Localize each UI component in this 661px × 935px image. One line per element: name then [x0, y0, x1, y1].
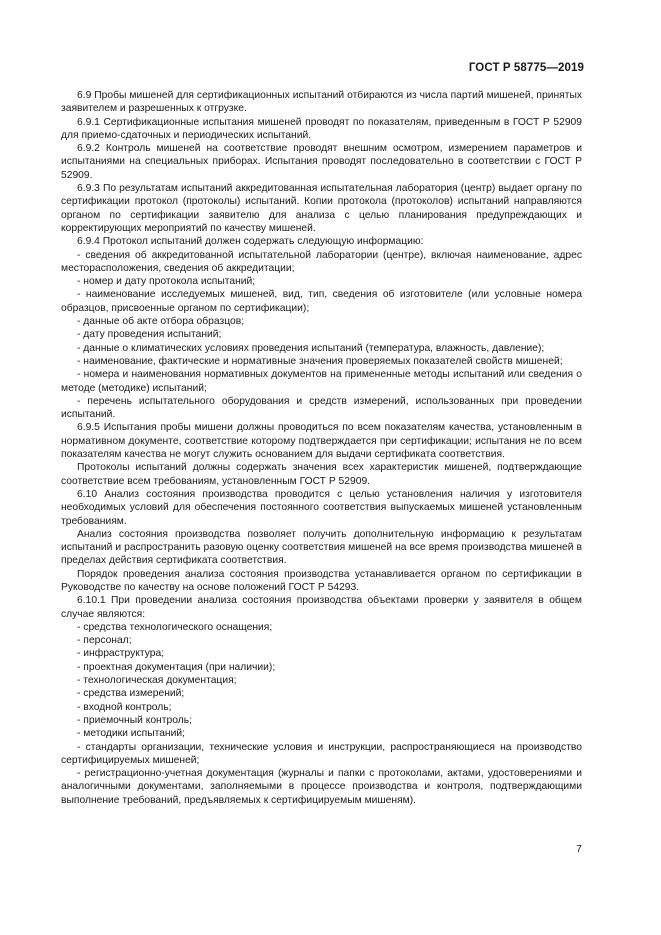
- list-item: - входной контроль;: [77, 701, 172, 713]
- list-item: - перечень испытательного оборудования и средств измерений, использованных при проведении испытаний.: [61, 395, 582, 421]
- document-body: [61, 89, 582, 807]
- paragraph: 6.9.3 По результатам испытаний аккредитованная испытательная лаборатория (центр) выдает органу по сертификации протокол (протоколы) испытаний. Копии протокола (протоколов) испытаний направляются органом по сертификации заявителю для анализа с целью планирования предупреждающих и корректирующих мероприятий по качеству мишеней.: [61, 183, 582, 234]
- list-item: - стандарты организации, технические условия и инструкции, распространяющиеся на производство сертифицируемых мишеней;: [61, 741, 582, 766]
- list-item: - средства измерений;: [77, 688, 185, 700]
- paragraph: 6.9.4 Протокол испытаний должен содержать следующую информацию:: [77, 236, 424, 248]
- list-item: - наименование, фактические и нормативные значения проверяемых показателей свойств мишеней;: [77, 355, 563, 367]
- page-number: 7: [576, 843, 582, 855]
- paragraph: 6.9 Пробы мишеней для сертификационных испытаний отбираются из числа партий мишеней, принятых заявителем и разрешенных к отгрузке.: [61, 90, 582, 115]
- paragraph: 6.9.1 Сертификационные испытания мишеней проводят по показателям, приведенным в ГОСТ Р 52909 для приемо-сдаточных и периодических испытаний.: [61, 116, 582, 141]
- list-item: - дату проведения испытаний;: [77, 329, 222, 341]
- list-item: - данные о климатических условиях проведения испытаний (температура, влажность, давление);: [77, 342, 545, 354]
- list-item: - номера и наименования нормативных документов на примененные методы испытаний или сведения о методе (методике) испытаний;: [61, 369, 582, 394]
- list-item: - персонал;: [77, 635, 132, 647]
- list-item: - методики испытаний;: [77, 728, 185, 740]
- list-item: - наименование исследуемых мишеней, вид, тип, сведения об изготовителе (или условные номера образцов, присвоенные органом по сертификации);: [61, 289, 582, 314]
- paragraph: Анализ состояния производства позволяет получить дополнительную информацию к результатам испытаний и распространить разовую оценку соответствия мишеней на все время производства мишеней в пределах действия сертификата соответствия.: [61, 528, 582, 567]
- list-item: - сведения об аккредитованной испытательной лаборатории (центре), включая наименование, адрес месторасположения, сведения об аккредитации;: [61, 249, 582, 274]
- document-code: ГОСТ Р 58775—2019: [468, 62, 584, 74]
- list-item: - регистрационно-учетная документация (журналы и папки с протоколами, актами, удостоверениями и аналогичными документами, заполняемыми в процессе производства и контроля, подтверждающими выполнение требований, предъявляемых к сертифицируемым мишеням).: [61, 768, 582, 806]
- list-item: - приемочный контроль;: [77, 714, 192, 726]
- paragraph: Порядок проведения анализа состояния производства устанавливается органом по сертификации в Руководстве по качеству на основе положений ГОСТ Р 54293.: [61, 568, 582, 593]
- list-item: - проектная документация (при наличии);: [77, 661, 276, 673]
- list-item: - данные об акте отбора образцов;: [77, 316, 245, 328]
- paragraph: 6.9.5 Испытания пробы мишени должны проводиться по всем показателям качества, установленным в нормативном документе, соответствие которому подтверждается при сертификации; испытания не по всем показателям качества не могут служить основанием для выдачи сертификата соответствия.: [61, 422, 582, 461]
- list-item: - технологическая документация;: [77, 675, 237, 687]
- list-item: - средства технологического оснащения;: [77, 621, 273, 633]
- paragraph: 6.9.2 Контроль мишеней на соответствие проводят внешним осмотром, измерением параметров и испытаниями на специальных приборах. Испытания проводят последовательно в соответствии с ГОСТ Р 52909.: [61, 143, 582, 181]
- list-item: - номер и дату протокола испытаний;: [77, 276, 256, 288]
- list-item: - инфраструктура;: [77, 648, 165, 660]
- paragraph: 6.10 Анализ состояния производства проводится с целью установления наличия у изготовителя необходимых условий для обеспечения постоянного соответствия выпускаемых мишеней установленным требованиям.: [61, 488, 582, 527]
- paragraph: 6.10.1 При проведении анализа состояния производства объектами проверки у заявителя в общем случае являются:: [61, 595, 582, 620]
- paragraph: Протоколы испытаний должны содержать значения всех характеристик мишеней, подтверждающие соответствие всем требованиям, установленным ГОСТ Р 52909.: [61, 462, 582, 487]
